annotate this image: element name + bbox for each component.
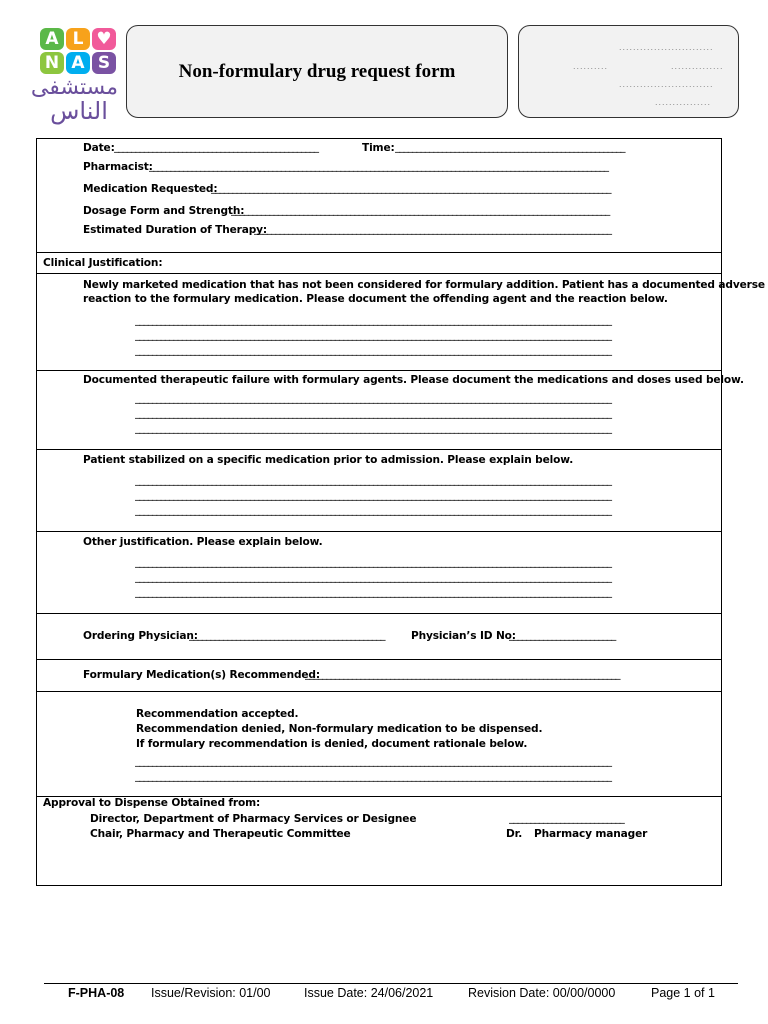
footer-page-number: Page 1 of 1: [651, 986, 715, 1000]
section-divider: [37, 659, 721, 660]
stamp-line: ..........: [573, 61, 609, 71]
section-divider: [37, 531, 721, 532]
stamp-line: ...........................: [619, 42, 714, 52]
option1-text-line2: reaction to the formulary medication. Please document the offending agent and the reaction below.: [83, 293, 668, 305]
section-divider: [37, 449, 721, 450]
option4-answer-line[interactable]: ________________________________________________________________________________________________________________: [135, 556, 611, 568]
option1-answer-line[interactable]: ________________________________________________________________________________________________________________: [135, 344, 611, 356]
approval-pharmacy-manager: Pharmacy manager: [534, 828, 648, 840]
section-divider: [37, 370, 721, 371]
option2-answer-line[interactable]: ________________________________________________________________________________________________________________: [135, 422, 611, 434]
option4-answer-line[interactable]: ________________________________________________________________________________________________________________: [135, 586, 611, 598]
logo-letter-tile: S: [92, 52, 116, 74]
form-title: Non-formulary drug request form: [178, 60, 456, 82]
logo-letter-tile: N: [40, 52, 64, 74]
logo-letter-tile: A: [66, 52, 90, 74]
option2-text: Documented therapeutic failure with formulary agents. Please document the medications and doses used below.: [83, 374, 744, 386]
logo-letter-tiles: [40, 28, 118, 74]
time-field[interactable]: ______________________________________________________: [395, 141, 625, 153]
dosage-label: Dosage Form and Strength:: [83, 205, 245, 217]
clinical-heading: Clinical Justification:: [43, 257, 163, 269]
physician-id-field[interactable]: _________________________: [509, 629, 616, 641]
approval-director: Director, Department of Pharmacy Services or Designee: [90, 813, 417, 825]
option1-text-line1: Newly marketed medication that has not been considered for formulary addition. Patient has a documented adverse: [83, 279, 765, 291]
approval-chair: Chair, Pharmacy and Therapeutic Committee: [90, 828, 351, 840]
option1-answer-line[interactable]: ________________________________________________________________________________________________________________: [135, 329, 611, 341]
stamp-line: ................: [655, 97, 712, 107]
ordering-physician-field[interactable]: ______________________________________________: [189, 629, 385, 641]
hospital-logo: [30, 28, 118, 125]
date-label: Date:: [83, 142, 115, 154]
section-divider: [37, 691, 721, 692]
recommendation-denied: Recommendation denied, Non-formulary medication to be dispensed.: [136, 723, 543, 735]
footer-issue-date: Issue Date: 24/06/2021: [304, 986, 434, 1000]
rationale-answer-line[interactable]: ________________________________________________________________________________________________________________: [135, 770, 611, 782]
option3-text: Patient stabilized on a specific medication prior to admission. Please explain below.: [83, 454, 574, 466]
time-label: Time:: [362, 142, 395, 154]
approval-signature-field[interactable]: ___________________________: [509, 812, 624, 824]
footer-issue-revision: Issue/Revision: 01/00: [151, 986, 271, 1000]
rationale-answer-line[interactable]: ________________________________________________________________________________________________________________: [135, 755, 611, 767]
recommendation-accepted: Recommendation accepted.: [136, 708, 299, 720]
logo-heart-icon: ♥: [92, 28, 116, 50]
medication-field[interactable]: ______________________________________________________________________________________________: [211, 182, 611, 194]
section-divider: [37, 273, 721, 274]
pharmacist-field[interactable]: ____________________________________________________________________________________________________________: [149, 160, 608, 172]
pharmacist-label: Pharmacist:: [83, 161, 153, 173]
footer-rule: [44, 983, 738, 984]
approval-dr-label: Dr.: [506, 828, 523, 840]
option3-answer-line[interactable]: ________________________________________________________________________________________________________________: [135, 489, 611, 501]
logo-letter-tile: L: [66, 28, 90, 50]
footer-revision-date: Revision Date: 00/00/0000: [468, 986, 616, 1000]
option4-answer-line[interactable]: ________________________________________________________________________________________________________________: [135, 571, 611, 583]
stamp-box: [518, 25, 739, 118]
date-field[interactable]: ________________________________________________: [114, 141, 318, 153]
section-divider: [37, 252, 721, 253]
option2-answer-line[interactable]: ________________________________________________________________________________________________________________: [135, 392, 611, 404]
stamp-line: ...........................: [619, 79, 714, 89]
option1-answer-line[interactable]: ________________________________________________________________________________________________________________: [135, 314, 611, 326]
request-form: [36, 138, 765, 886]
approval-heading: Approval to Dispense Obtained from:: [43, 797, 261, 809]
ordering-physician-label: Ordering Physician:: [83, 630, 198, 642]
formulary-recommended-field[interactable]: __________________________________________________________________________: [305, 668, 620, 680]
footer-form-code: F-PHA-08: [68, 986, 125, 1000]
formulary-recommended-label: Formulary Medication(s) Recommended:: [83, 669, 320, 681]
logo-arabic-line1: مستشفى: [30, 75, 118, 100]
section-divider: [37, 613, 721, 614]
option3-answer-line[interactable]: ________________________________________________________________________________________________________________: [135, 504, 611, 516]
duration-field[interactable]: ____________________________________________________________________________________: [254, 223, 611, 235]
recommendation-rationale: If formulary recommendation is denied, document rationale below.: [136, 738, 528, 750]
logo-letter-tile: A: [40, 28, 64, 50]
logo-arabic-line2: الناس: [50, 97, 108, 125]
duration-label: Estimated Duration of Therapy:: [83, 224, 267, 236]
stamp-line: ...............: [671, 61, 724, 71]
title-box: [126, 25, 508, 118]
option4-text: Other justification. Please explain below.: [83, 536, 323, 548]
option3-answer-line[interactable]: ________________________________________________________________________________________________________________: [135, 474, 611, 486]
medication-label: Medication Requested:: [83, 183, 218, 195]
dosage-field[interactable]: _________________________________________________________________________________________: [231, 204, 610, 216]
physician-id-label: Physician’s ID No:: [411, 630, 516, 642]
option2-answer-line[interactable]: ________________________________________________________________________________________________________________: [135, 407, 611, 419]
